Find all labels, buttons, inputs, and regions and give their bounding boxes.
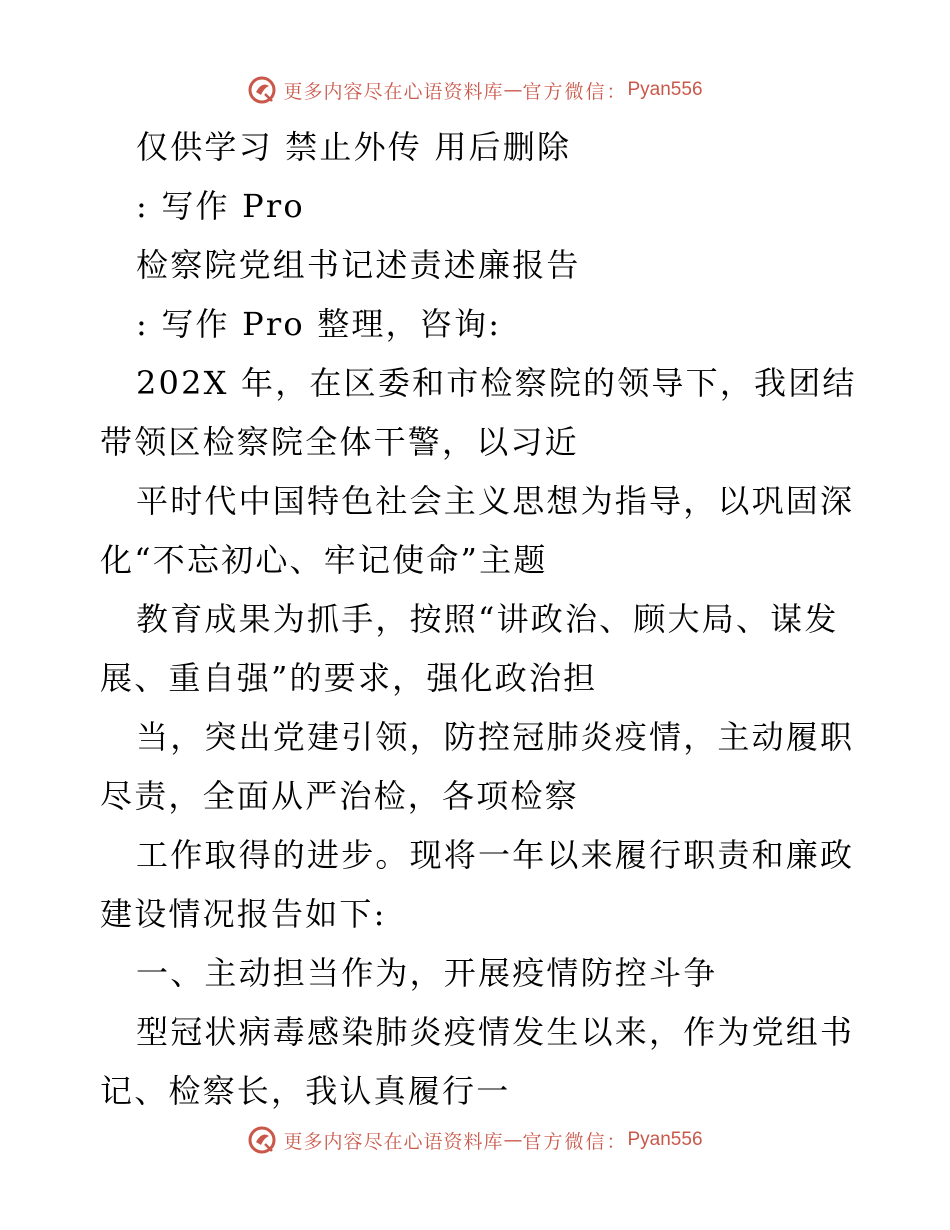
watermark-banner-bottom xyxy=(0,1120,950,1160)
banner-wechat-id: Pyan556 xyxy=(627,79,703,100)
text-line: : 写作 Pro xyxy=(136,187,305,225)
banner-dash: — xyxy=(503,1129,523,1151)
logo-icon xyxy=(247,75,277,105)
text-line: 工作取得的进步。现将一年以来履行职责和廉政 xyxy=(136,836,855,874)
text-line: 教育成果为抓手，按照“讲政治、顾大局、谋发 xyxy=(136,600,839,638)
text-line: 检察院党组书记述责述廉报告 xyxy=(136,246,581,284)
text-line: 仅供学习 禁止外传 用后删除 xyxy=(136,128,572,166)
banner-main-text: 更多内容尽在心语资料库 xyxy=(283,80,504,103)
text-line: 型冠状病毒感染肺炎疫情发生以来，作为党组书 xyxy=(136,1013,855,1051)
logo-icon xyxy=(247,1125,277,1155)
text-line: 化“不忘初心、牢记使命”主题 xyxy=(100,541,548,579)
text-line: 平时代中国特色社会主义思想为指导，以巩固深 xyxy=(136,482,855,520)
watermark-banner-top xyxy=(0,70,950,110)
text-line: 记、检察长，我认真履行一 xyxy=(100,1072,511,1110)
banner-main-text: 更多内容尽在心语资料库 xyxy=(283,1130,504,1153)
banner-dash: — xyxy=(503,79,523,101)
text-line: 建设情况报告如下: xyxy=(100,895,387,933)
text-line: 当，突出党建引领，防控冠肺炎疫情，主动履职 xyxy=(136,718,855,756)
text-line: 202X 年，在区委和市检察院的领导下，我团结 xyxy=(136,364,857,402)
document-body xyxy=(100,118,860,1121)
text-line: : 写作 Pro 整理，咨询: xyxy=(136,305,502,343)
banner-wechat-id: Pyan556 xyxy=(627,1129,703,1150)
banner-side-text: 官方微信： xyxy=(522,80,628,103)
text-line: 展、重自强”的要求，强化政治担 xyxy=(100,659,598,697)
text-line: 带领区检察院全体干警，以习近 xyxy=(100,423,579,461)
text-line: 尽责，全面从严治检，各项检察 xyxy=(100,777,579,815)
banner-side-text: 官方微信： xyxy=(522,1130,628,1153)
section-heading: 一、主动担当作为，开展疫情防控斗争 xyxy=(136,954,718,992)
